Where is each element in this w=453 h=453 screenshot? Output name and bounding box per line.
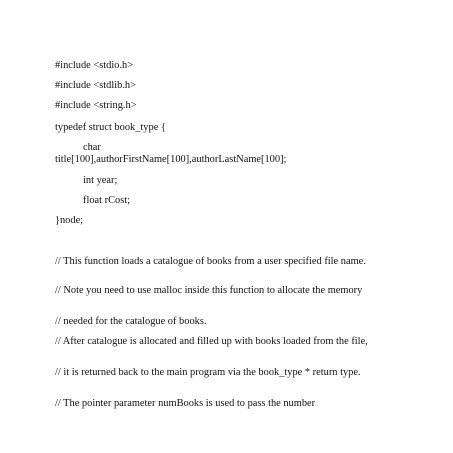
char-line: char [83,142,101,153]
node-line: }node; [55,215,84,226]
comment-line-1: // This function loads a catalogue of books from a user specified file name. [55,256,366,267]
include-stdlib-line: #include <stdlib.h> [55,80,136,91]
typedef-line: typedef struct book_type { [55,122,166,133]
comment-line-3: // needed for the catalogue of books. [55,316,207,327]
fields-line: title[100],authorFirstName[100],authorLastName[100]; [55,154,287,165]
comment-line-2: // Note you need to use malloc inside this function to allocate the memory [55,285,363,296]
comment-line-6: // The pointer parameter numBooks is used to pass the number [55,398,316,409]
comment-line-4: // After catalogue is allocated and filled up with books loaded from the file, [55,336,368,347]
include-stdio-line: #include <stdio.h> [55,60,134,71]
include-string-line: #include <string.h> [55,100,137,111]
float-cost-line: float rCost; [83,195,131,206]
comment-line-5: // it is returned back to the main program via the book_type * return type. [55,367,361,378]
int-year-line: int year; [83,175,118,186]
